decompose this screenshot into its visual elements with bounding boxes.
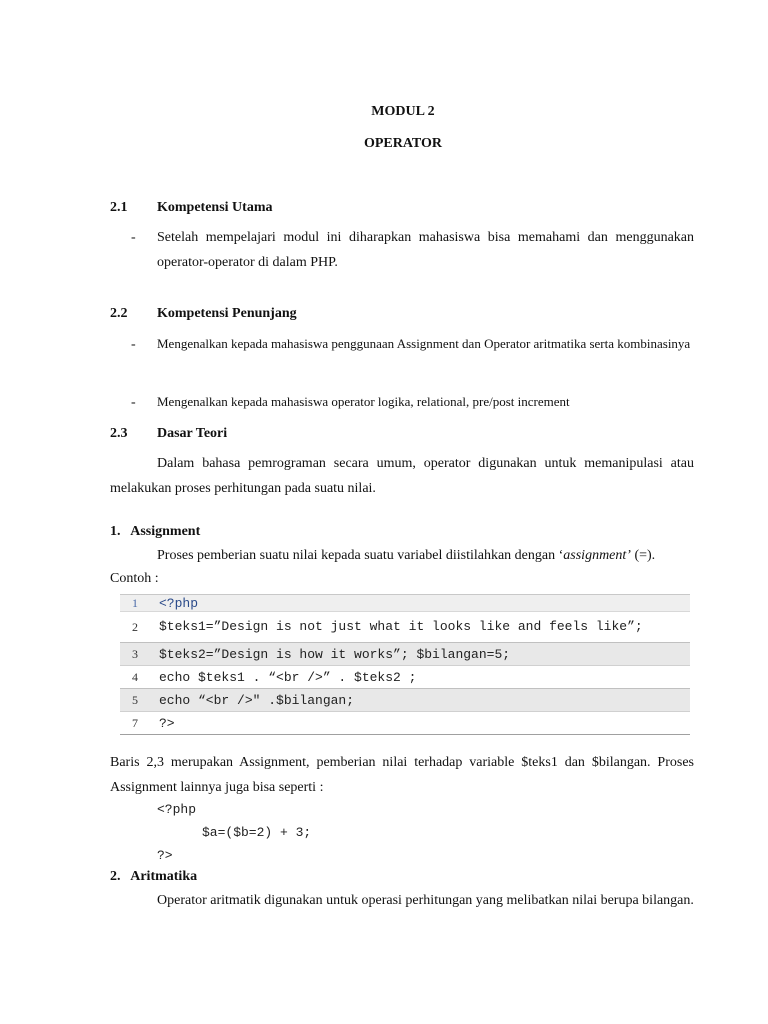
section-number-2-2: 2.2 [110, 306, 128, 321]
code-text: $teks2=”Design is how it works”; $bilangan=5; [159, 646, 511, 662]
aritmatika-heading: 2. Aritmatika [110, 869, 198, 884]
code-line [120, 642, 690, 665]
bullet-dash: - [131, 395, 136, 410]
code-line [120, 665, 690, 688]
list-item: Mengenalkan kepada mahasiswa penggunaan Assignment dan Operator aritmatika serta kombinasinya [157, 336, 691, 351]
code-text: <?php [159, 595, 199, 611]
line-number: 3 [132, 646, 138, 661]
line-number: 1 [132, 595, 138, 610]
list-item: Mengenalkan kepada mahasiswa operator logika, relational, pre/post increment [157, 394, 570, 409]
code-listing [120, 594, 690, 735]
code-text: $teks1=”Design is not just what it looks like and feels like”; [159, 619, 643, 634]
section-number-2-1: 2.1 [110, 200, 128, 215]
assignment-intro: Proses pemberian suatu nilai kepada suatu variabel diistilahkan dengan ‘assignment’ (=). [157, 548, 656, 563]
snippet-close: ?> [157, 848, 173, 863]
line-number: 4 [132, 669, 138, 684]
line-number: 2 [132, 620, 138, 634]
assignment-term: assignment’ [563, 548, 631, 563]
snippet-open: <?php [157, 802, 197, 817]
assignment-explanation: Baris 2,3 merupakan Assignment, pemberian nilai terhadap variable $teks1 dan $bilangan. Proses Assignment lainnya juga bisa seperti : [110, 755, 694, 795]
code-text: echo $teks1 . “<br />” . $teks2 ; [159, 669, 417, 685]
section-heading-2-2: Kompetensi Penunjang [157, 306, 297, 321]
line-number: 7 [132, 715, 138, 730]
page-subtitle: OPERATOR [363, 136, 443, 151]
code-line [120, 594, 690, 611]
bullet-dash: - [131, 230, 136, 245]
code-line [120, 688, 690, 711]
section-heading-2-3: Dasar Teori [157, 426, 228, 441]
assignment-heading: 1. Assignment [110, 524, 201, 539]
contoh-label: Contoh : [110, 571, 159, 586]
section-number-2-3: 2.3 [110, 426, 128, 441]
section-heading-2-1: Kompetensi Utama [157, 200, 273, 215]
snippet-body: $a=($b=2) + 3; [202, 825, 312, 840]
bullet-dash: - [131, 337, 136, 352]
line-number: 5 [132, 692, 138, 707]
code-line [120, 611, 690, 642]
aritmatika-text: Operator aritmatik digunakan untuk operasi perhitungan yang melibatkan nilai berupa bilangan. [157, 893, 694, 908]
page-title: MODUL 2 [371, 104, 435, 119]
code-line [120, 711, 690, 734]
section-text-2-3: Dalam bahasa pemrograman secara umum, operator digunakan untuk memanipulasi atau melakukan proses perhitungan pada suatu nilai. [110, 456, 694, 496]
section-text-2-1: Setelah mempelajari modul ini diharapkan mahasiswa bisa memahami dan menggunakan operator-operator di dalam PHP. [157, 230, 694, 270]
code-text: echo “<br />" .$bilangan; [159, 692, 355, 708]
code-text: ?> [159, 715, 175, 731]
